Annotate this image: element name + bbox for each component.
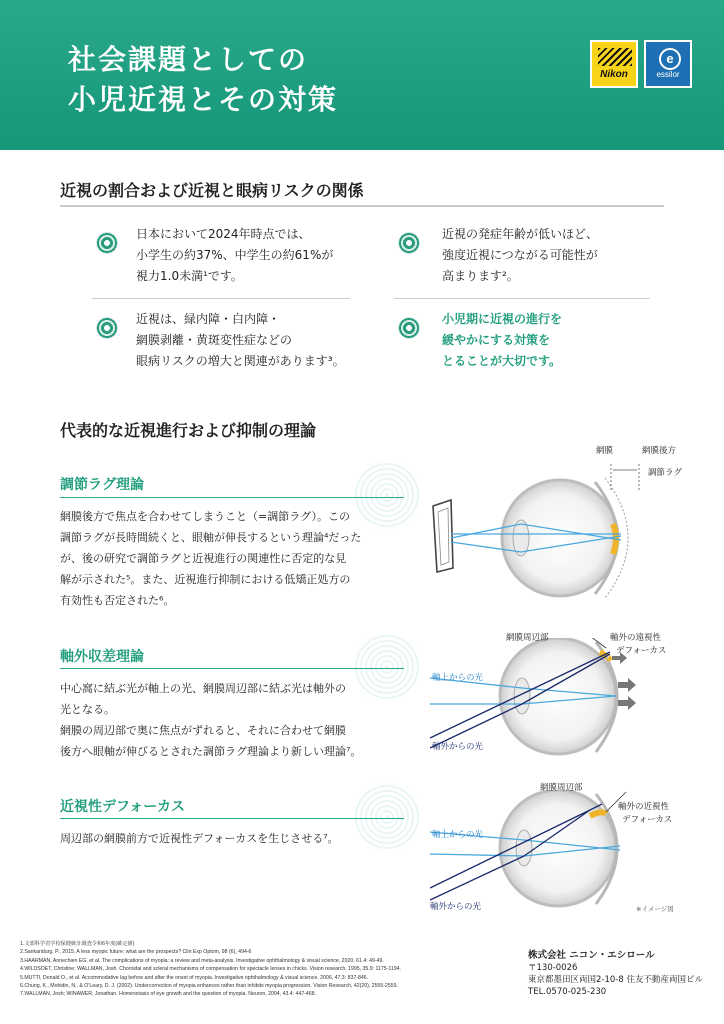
label-retina-periphery: 網膜周辺部 xyxy=(506,633,549,643)
point-3 xyxy=(136,309,345,372)
footnote: 5.MUTTI, Donald O., et al. Accommodative lag before and after the onset of myopia. Investigative ophthalmology & visual science, 2006, 47.3: 837-846. xyxy=(20,974,369,981)
point-3-line: 眼病リスクの増大と関連があります³。 xyxy=(136,354,345,368)
company-name: 株式会社 ニコン・エシロール xyxy=(528,950,655,961)
point-4 xyxy=(442,309,562,372)
theory-1-line: が、後の研究で調節ラグと近視進行の関連性に否定的な見 xyxy=(60,552,347,565)
nikon-stripes-icon xyxy=(598,48,632,66)
decorative-circle xyxy=(352,460,422,530)
theory-1-line: 解が示された⁵。また、近視進行抑制における低矯正処方の xyxy=(60,573,351,586)
theory-3-title: 近視性デフォーカス xyxy=(60,799,186,815)
point-1-line: 日本において2024年時点では、 xyxy=(136,227,311,241)
footnote: 6.Chung, K., Mohidin, N., & O'Leary, D. J. (2002). Undercorrection of myopia enhances rather than inhibits myopia progression. Vision Research, 42(20), 2555-2559. xyxy=(20,983,398,990)
point-4-line: 緩やかにする対策を xyxy=(442,333,551,347)
page-title xyxy=(68,40,338,120)
point-2-line: 高まります²。 xyxy=(442,269,519,283)
lens-icon xyxy=(516,830,532,866)
bullet-icon xyxy=(398,317,420,339)
nikon-logo-text: Nikon xyxy=(600,69,628,80)
footnote: 2.Sankaridurg, P., 2015. A less myopic future: what are the prospects? Clin Exp Optom, 98 (6), 494-6 xyxy=(20,949,252,956)
label-on-axis: 軸上からの光 xyxy=(432,673,484,683)
point-2 xyxy=(442,224,598,287)
theory-3-rule xyxy=(60,818,404,819)
label-off-axis: 軸外からの光 xyxy=(430,902,482,912)
section1-rule xyxy=(60,205,664,207)
section1-title: 近視の割合および近視と眼病リスクの関係 xyxy=(60,181,364,200)
point-2-line: 近視の発症年齢が低いほど、 xyxy=(442,227,599,241)
footnote: 1.文部科学省学校保健統計調査令和6年度(確定値) xyxy=(20,941,135,947)
point-2-line: 強度近視につながる可能性が xyxy=(442,248,598,262)
label-defocus-1: 軸外の近視性 xyxy=(618,802,670,812)
decorative-circle xyxy=(352,782,422,852)
essilor-logo xyxy=(644,40,692,88)
arrow-icon xyxy=(618,678,636,692)
theory-3-line: 周辺部の網膜前方で近視性デフォーカスを生じさせる⁷。 xyxy=(60,832,339,845)
theory-1-title: 調節ラグ理論 xyxy=(60,477,144,493)
theory-1-body xyxy=(60,506,361,611)
decorative-circle xyxy=(352,632,422,702)
image-note: ※イメージ図 xyxy=(636,905,674,913)
divider xyxy=(394,298,650,299)
footnote: 3.HAARMAN, Annechien EG, et al. The complications of myopia: a review and meta-analysis. Investigative ophthalmology & visual science, 2020, 61.4: 49-49. xyxy=(20,957,384,964)
point-3-line: 近視は、緑内障・白内障・ xyxy=(136,312,281,326)
company-info xyxy=(528,950,703,998)
label-off-axis: 軸外からの光 xyxy=(432,742,484,752)
footnotes xyxy=(20,940,512,999)
theory-1-line: 有効性も否定された⁶。 xyxy=(60,594,175,607)
company-address: 東京都墨田区両国2-10-8 住友不動産両国ビル xyxy=(528,975,703,985)
point-4-line: 小児期に近視の進行を xyxy=(442,312,563,326)
label-defocus-2: デフォーカス xyxy=(622,815,673,825)
theory-2-line: 光となる。 xyxy=(60,703,115,716)
bullet-icon xyxy=(96,232,118,254)
section2-title: 代表的な近視進行および抑制の理論 xyxy=(60,421,317,440)
theory-1-line: 網膜後方で焦点を合わせてしまうこと（=調節ラグ）。この xyxy=(60,510,351,523)
label-defocus-2: デフォーカス xyxy=(616,646,667,656)
theory-2-body xyxy=(60,678,361,762)
theory-2-line: 中心窩に結ぶ光が軸上の光、網膜周辺部に結ぶ光は軸外の xyxy=(60,682,346,695)
accommodation-lag-diagram xyxy=(425,460,695,610)
theory-2-line: 網膜の周辺部で奥に焦点がずれると、それに合わせて網膜 xyxy=(60,724,346,737)
point-4-line: とることが大切です。 xyxy=(442,354,562,368)
company-postal: 〒130-0026 xyxy=(528,963,578,973)
screen-icon xyxy=(433,500,453,572)
theory-1-rule xyxy=(60,497,404,498)
label-accommodation-lag: 調節ラグ xyxy=(648,468,683,478)
bullet-icon xyxy=(96,317,118,339)
company-tel: TEL.0570-025-230 xyxy=(528,987,607,997)
point-1 xyxy=(136,224,333,287)
essilor-logo-text: essilor xyxy=(656,70,680,79)
point-1-line: 視力1.0未満¹です。 xyxy=(136,269,243,283)
label-retina: 網膜 xyxy=(596,446,614,456)
nikon-logo xyxy=(590,40,638,88)
footnote: 4.WILDSOET, Christine; WALLMAN, Josh. Choroidal and scleral mechanisms of compensation for spectacle lenses in chicks. Vision research, 1995, 35.9: 1175-1194. xyxy=(20,966,401,973)
label-defocus-1: 軸外の遠視性 xyxy=(610,633,662,643)
divider xyxy=(92,298,350,299)
arrow-icon xyxy=(618,696,636,710)
theory-3-body xyxy=(60,828,339,849)
page-title-line1: 社会課題としての xyxy=(68,43,309,76)
essilor-e-icon: e xyxy=(659,48,681,70)
point-1-line: 小学生の約37%、中学生の約61%が xyxy=(136,248,334,262)
theory-2-rule xyxy=(60,668,404,669)
footnote: 7.WALLMAN, Josh; WINAWER, Jonathan. Homeostasis of eye growth and the question of myopia. Neuron, 2004, 43.4: 447-468. xyxy=(20,991,317,998)
label-on-axis: 軸上からの光 xyxy=(432,830,484,840)
theory-2-title: 軸外収差理論 xyxy=(60,649,144,665)
focus-highlight xyxy=(590,812,606,816)
theory-2-line: 後方へ眼軸が伸びるとされた調節ラグ理論より新しい理論⁷。 xyxy=(60,745,362,758)
label-behind-retina: 網膜後方 xyxy=(642,446,677,456)
theory-1-line: 調節ラグが長時間続くと、眼軸が伸長するという理論⁴だった xyxy=(60,531,362,544)
page-title-line2: 小児近視とその対策 xyxy=(68,83,339,116)
label-retina-periphery: 網膜周辺部 xyxy=(540,783,583,793)
bullet-icon xyxy=(398,232,420,254)
point-3-line: 網膜剥離・黄斑変性症などの xyxy=(136,333,293,347)
